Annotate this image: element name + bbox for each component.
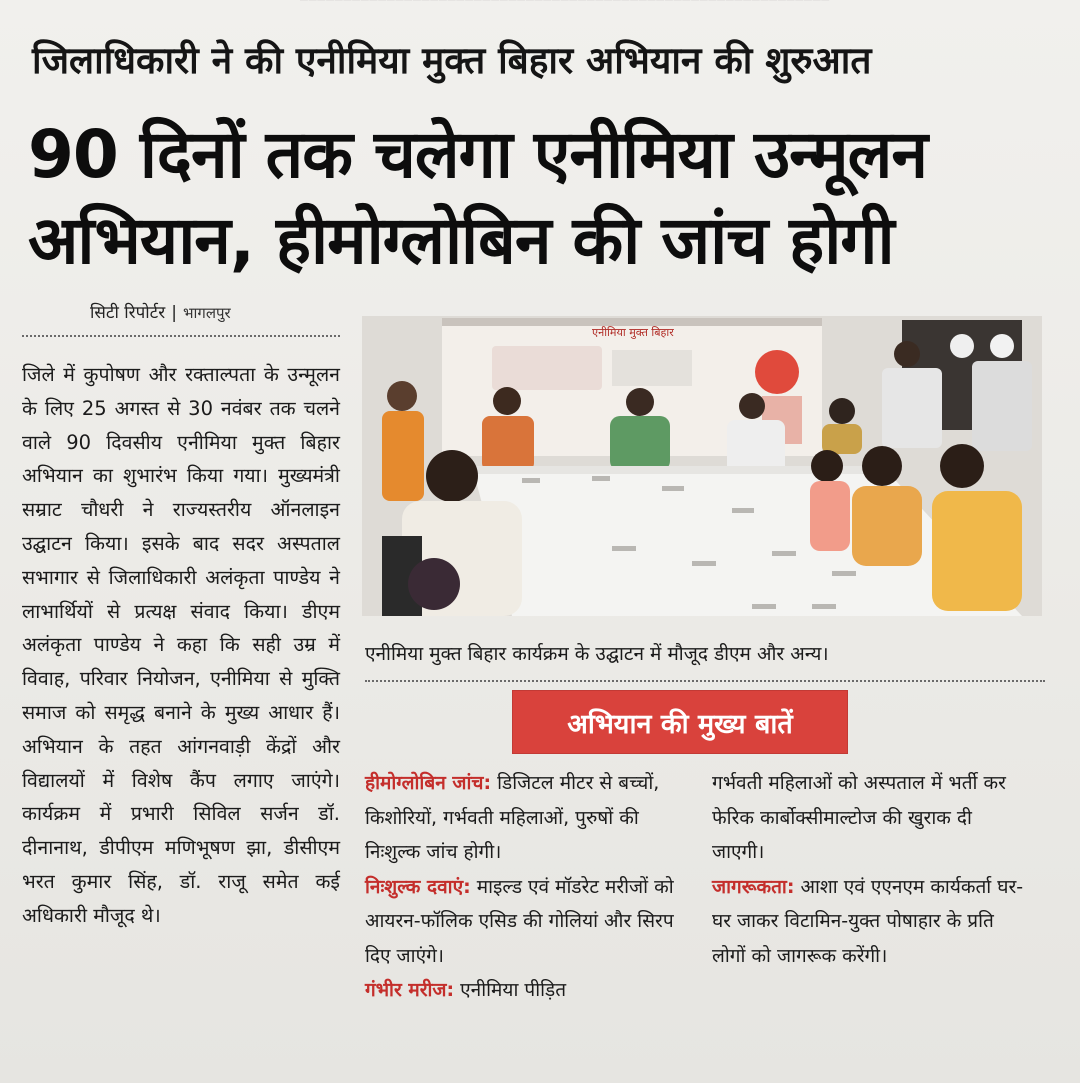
article-kicker: जिलाधिकारी ने की एनीमिया मुक्त बिहार अभियान की शुरुआत <box>32 39 872 82</box>
byline-divider <box>22 335 340 337</box>
highlights-column-2 <box>712 766 1024 973</box>
highlight-item <box>712 870 1024 974</box>
event-photo-illustration <box>362 316 1042 616</box>
event-photo <box>362 316 1042 616</box>
highlights-title: अभियान की मुख्य बातें <box>567 708 793 740</box>
highlights-title-box <box>512 690 848 754</box>
article-headline: 90 दिनों तक चलेगा एनीमिया उन्मूलन अभियान, हीमोग्लोबिन की जांच होगी <box>28 116 927 279</box>
highlights-column-1 <box>365 766 677 1008</box>
highlight-text: गर्भवती महिलाओं को अस्पताल में भर्ती कर फेरिक कार्बोक्सीमाल्टोज की खुराक दी जाएगी। <box>712 772 1006 863</box>
highlight-text: माइल्ड एवं मॉडरेट मरीजों को आयरन-फॉलिक एसिड की गोलियां और सिरप दिए जाएंगे। <box>365 875 674 967</box>
previous-article-remnant: ▔▔▔▔▔▔▔▔▔▔▔▔▔▔▔▔▔▔▔▔▔▔▔▔▔▔▔▔▔▔▔▔▔▔▔▔▔▔▔▔▔▔▔▔▔▔▔▔▔▔▔▔▔▔▔▔▔▔▔▔▔ <box>300 0 831 11</box>
article-body: जिले में कुपोषण और रक्ताल्पता के उन्मूलन के लिए 25 अगस्त से 30 नवंबर तक चलने वाले 90 दिवसीय एनीमिया मुक्त बिहार अभियान का शुभारंभ किया गया। मुख्यमंत्री सम्राट चौधरी ने राज्यस्तरीय ऑनलाइन उद्घाटन किया। इसके बाद सदर अस्पताल सभागार से जिलाधिकारी अलंकृता पाण्डेय ने लाभार्थियों से प्रत्यक्ष संवाद किया। डीएम अलंकृता पाण्डेय ने कहा कि सही उम्र में विवाह, परिवार नियोजन, एनीमिया से मुक्ति समाज को समृद्ध बनाने के मुख्य आधार हैं। अभियान के तहत आंगनवाड़ी केंद्रों और विद्यालयों में विशेष कैंप लगाए जाएंगे। कार्यक्रम में प्रभारी सिविल सर्जन डॉ. दीनानाथ, डीपीएम मणिभूषण झा, डीसीएम भरत कुमार सिंह, डॉ. राजू समेत कई अधिकारी मौजूद थे। <box>22 363 340 927</box>
photo-caption: एनीमिया मुक्त बिहार कार्यक्रम के उद्घाटन में मौजूद डीएम और अन्य। <box>365 643 829 665</box>
highlight-text: आशा एवं एएनएम कार्यकर्ता घर-घर जाकर विटामिन-युक्त पोषाहार के प्रति लोगों को जागरूक करेंगी। <box>712 875 1024 967</box>
highlight-item <box>712 766 1024 870</box>
highlight-item <box>365 766 677 870</box>
highlight-term: निःशुल्क दवाएं: <box>365 875 471 898</box>
byline-author: सिटी रिपोर्टर <box>90 303 166 323</box>
byline-separator: | <box>171 303 177 323</box>
highlight-text: एनीमिया पीड़ित <box>454 979 567 1001</box>
highlight-term: हीमोग्लोबिन जांच: <box>365 772 492 794</box>
caption-divider <box>365 680 1045 682</box>
byline <box>90 300 231 323</box>
highlight-text: डिजिटल मीटर से बच्चों, किशोरियों, गर्भवती महिलाओं, पुरुषों की निःशुल्क जांच होगी। <box>365 772 660 863</box>
highlight-item <box>365 973 677 1008</box>
highlight-item <box>365 870 677 974</box>
highlight-term: जागरूकता: <box>712 875 795 898</box>
highlight-term: गंभीर मरीज: <box>365 979 455 1001</box>
banner-text: एनीमिया मुक्त बिहार <box>592 326 674 339</box>
byline-place: भागलपुर <box>182 304 231 322</box>
